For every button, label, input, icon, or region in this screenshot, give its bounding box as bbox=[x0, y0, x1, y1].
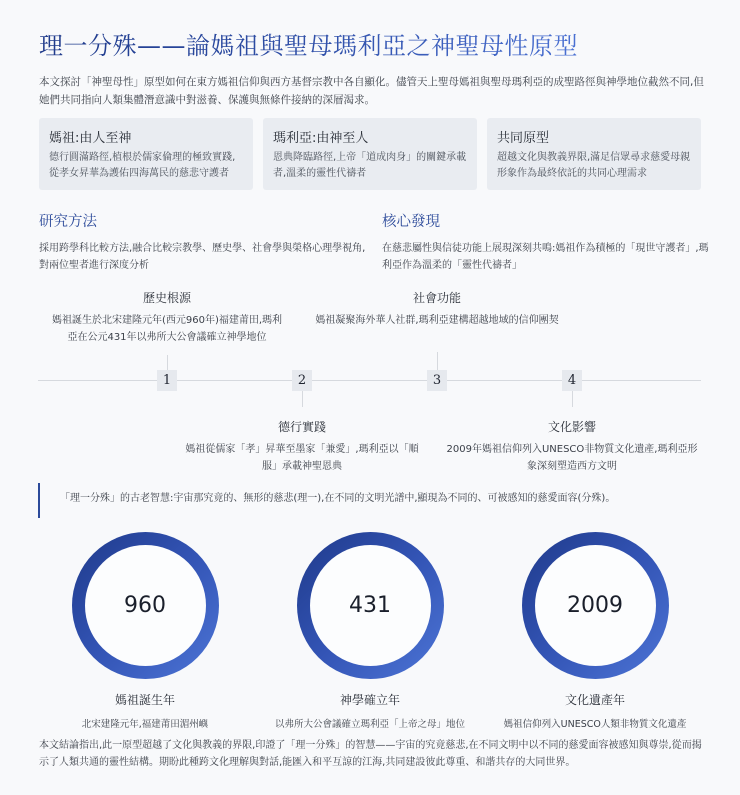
summary-cards bbox=[39, 118, 701, 190]
stat-label: 媽祖誕生年 bbox=[114, 693, 175, 707]
section-title: 研究方法 bbox=[39, 214, 97, 230]
timeline-item-text: 媽祖誕生於北宋建隆元年(西元960年)福建莆田,瑪利亞在公元431年以弗所大公會議確立神學地位 bbox=[51, 315, 283, 343]
stat-heritage bbox=[485, 532, 705, 730]
blockquote: 「理一分殊」的古老智慧:宇宙那究竟的、無形的慈悲(理一),在不同的文明光譜中,顯現為不同的、可被感知的慈愛面容(分殊)。 bbox=[38, 483, 701, 518]
stat-value: 2009 bbox=[535, 545, 656, 666]
stat-label: 文化遺產年 bbox=[564, 693, 625, 707]
timeline-item-text: 媽祖凝聚海外華人社群,瑪利亞建構超越地域的信仰團契 bbox=[315, 315, 559, 326]
section-text: 在慈悲屬性與信徒功能上展現深刻共鳴:媽祖作為積極的「現世守護者」,瑪利亞作為溫柔的「靈性代禱者」 bbox=[382, 243, 709, 271]
stat-sub: 媽祖信仰列入UNESCO人類非物質文化遺產 bbox=[503, 719, 687, 730]
timeline-item-4-label bbox=[446, 418, 698, 475]
timeline-connector bbox=[302, 391, 303, 407]
ring-icon bbox=[297, 532, 444, 679]
timeline-connector bbox=[572, 391, 573, 407]
section-findings bbox=[382, 210, 712, 274]
page-title: 理一分殊——論媽祖與聖母瑪利亞之神聖母性原型 bbox=[39, 26, 578, 61]
card-mazu bbox=[39, 118, 253, 190]
timeline-marker-2: 2 bbox=[292, 370, 312, 391]
stat-theology bbox=[260, 532, 480, 730]
card-text: 超越文化與教義界限,滿足信眾尋求慈愛母親形象作為最終依託的共同心理需求 bbox=[497, 152, 691, 179]
timeline-marker-3: 3 bbox=[427, 370, 447, 391]
timeline-item-text: 2009年媽祖信仰列入UNESCO非物質文化遺產,瑪利亞形象深刻塑造西方文明 bbox=[446, 444, 698, 472]
timeline-item-title: 社會功能 bbox=[412, 291, 461, 305]
timeline-item-3-label bbox=[307, 289, 567, 329]
card-title: 瑪利亞:由神至人 bbox=[273, 131, 369, 146]
timeline-marker-1: 1 bbox=[157, 370, 177, 391]
timeline-item-1-label bbox=[47, 289, 287, 346]
stat-mazu-birth bbox=[35, 532, 255, 730]
stat-label: 神學確立年 bbox=[339, 693, 400, 707]
section-title: 核心發現 bbox=[382, 214, 440, 230]
ring-icon bbox=[72, 532, 219, 679]
timeline-item-title: 德行實踐 bbox=[277, 420, 326, 434]
timeline-axis bbox=[38, 380, 701, 381]
timeline-item-2-label bbox=[182, 418, 422, 475]
card-common-archetype bbox=[487, 118, 701, 190]
stat-sub: 北宋建隆元年,福建莆田湄州嶼 bbox=[81, 719, 209, 730]
ring-icon bbox=[522, 532, 669, 679]
section-method bbox=[39, 210, 369, 274]
timeline-item-text: 媽祖從儒家「孝」昇華至墨家「兼愛」,瑪利亞以「順服」承載神聖恩典 bbox=[185, 444, 419, 472]
timeline-item-title: 文化影響 bbox=[547, 420, 596, 434]
section-text: 採用跨學科比較方法,融合比較宗教學、歷史學、社會學與榮格心理學視角,對兩位聖者進行深度分析 bbox=[39, 243, 366, 271]
card-text: 德行圓滿路徑,植根於儒家倫理的極致實踐,從孝女昇華為護佑四海萬民的慈悲守護者 bbox=[49, 152, 236, 179]
card-title: 共同原型 bbox=[497, 131, 550, 146]
timeline-connector bbox=[437, 352, 438, 370]
timeline-connector bbox=[167, 355, 168, 370]
card-mary bbox=[263, 118, 477, 190]
stat-value: 960 bbox=[85, 545, 206, 666]
conclusion-paragraph: 本文結論指出,此一原型超越了文化與教義的界限,印證了「理一分殊」的智慧——宇宙的究竟慈悲,在不同文明中以不同的慈愛面容被感知與尊崇,從而揭示了人類共通的靈性結構。期盼此種跨文化理解與對話,能匯入和平互諒的江海,共同建設彼此尊重、和諧共存的大同世界。 bbox=[39, 740, 702, 768]
stat-sub: 以弗所大公會議確立瑪利亞「上帝之母」地位 bbox=[274, 719, 465, 730]
card-title: 媽祖:由人至神 bbox=[49, 131, 132, 146]
card-text: 恩典降臨路徑,上帝「道成肉身」的關鍵承載者,溫柔的靈性代禱者 bbox=[273, 152, 467, 179]
timeline-marker-4: 4 bbox=[562, 370, 582, 391]
intro-paragraph: 本文探討「神聖母性」原型如何在東方媽祖信仰與西方基督宗教中各自顯化。儘管天上聖母媽祖與聖母瑪利亞的成聖路徑與神學地位截然不同,但她們共同指向人類集體潛意識中對滋養、保護與無條件接納的深層渴求。 bbox=[39, 76, 704, 106]
stat-value: 431 bbox=[310, 545, 431, 666]
timeline-item-title: 歷史根源 bbox=[142, 291, 191, 305]
